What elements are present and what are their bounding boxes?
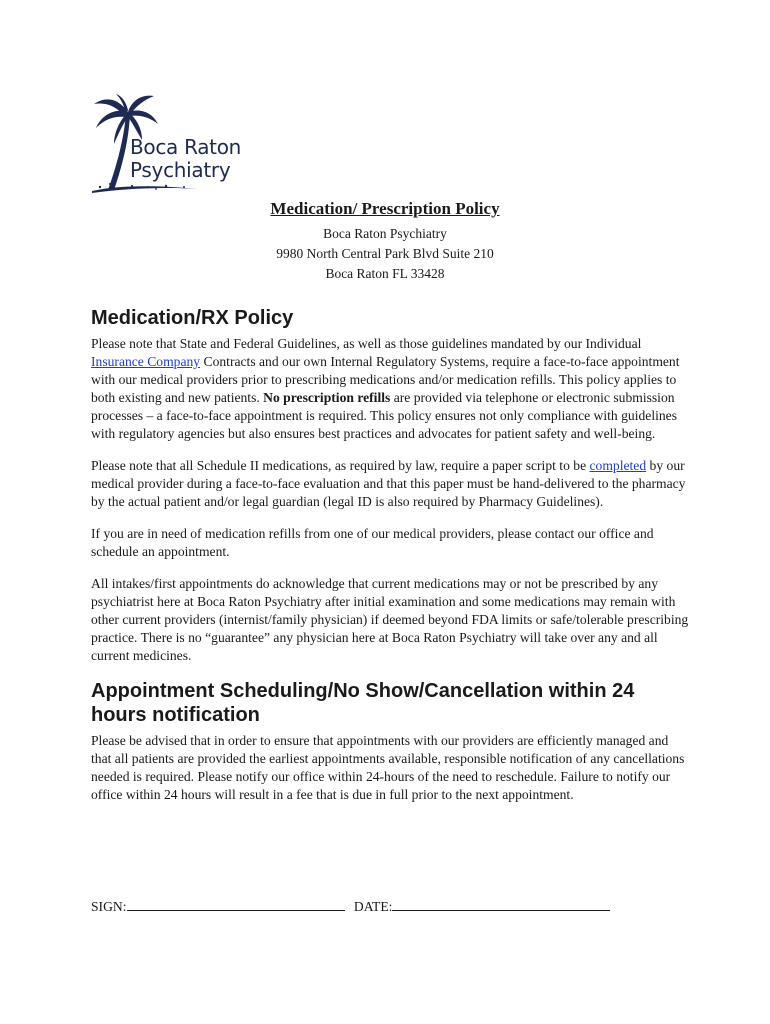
sign-label: SIGN: xyxy=(91,899,127,914)
logo-line-1: Boca Raton xyxy=(130,135,242,159)
text-run: Please note that all Schedule II medications, as required by law, require a paper script to be xyxy=(91,458,590,473)
paragraph-guidelines xyxy=(91,335,691,443)
document-body xyxy=(91,306,691,818)
paragraph-cancellation: Please be advised that in order to ensure that appointments with our providers are efficiently managed and that all patients are provided the earliest appointments available, responsible notification of any cancellations needed is required. Please notify our office within 24-hours of the need to reschedule. Failure to notify our office within 24 hours will result in a fee that is due in full prior to the next appointment. xyxy=(91,733,685,802)
logo-text xyxy=(130,136,241,182)
text-run: are provided via telephone or electronic submission processes – a face-to-face appointment is required. This policy ensures not only compliance with guidelines with regulatory agencies but also ensures best practices and advocates for patient safety and well-being. xyxy=(91,390,677,441)
date-label: DATE: xyxy=(353,899,393,914)
address-line-1: 9980 North Central Park Blvd Suite 210 xyxy=(276,246,494,261)
org-name: Boca Raton Psychiatry xyxy=(323,226,447,241)
logo-line-2: Psychiatry xyxy=(130,158,231,182)
section-heading-appointment: Appointment Scheduling/No Show/Cancellation within 24 hours notification xyxy=(91,680,635,726)
paragraph-intakes: All intakes/first appointments do acknowledge that current medications may or not be prescribed by any psychiatrist here at Boca Raton Psychiatry after initial examination and some medications may remain with other current providers (internist/family physician) if deemed beyond FDA limits or safe/tolerable prescribing practice. There is no “guarantee” any physician here at Boca Raton Psychiatry will take over any and all current medicines. xyxy=(91,576,689,663)
signature-row xyxy=(91,898,610,915)
bold-text: No prescription refills xyxy=(263,390,391,405)
date-field[interactable] xyxy=(392,898,610,911)
logo xyxy=(88,92,248,194)
address-line-2: Boca Raton FL 33428 xyxy=(325,266,445,281)
text-run: by our medical provider during a face-to-face evaluation and that this paper must be hand-delivered to the pharmacy by the actual patient and/or legal guardian (legal ID is also required by Pharmacy Guidelines). xyxy=(91,458,686,509)
section-heading-medication: Medication/RX Policy xyxy=(91,307,294,329)
sign-field[interactable] xyxy=(127,898,345,911)
text-run: Please note that State and Federal Guidelines, as well as those guidelines mandated by our Individual xyxy=(91,336,642,351)
document-header xyxy=(0,198,770,284)
page-title: Medication/ Prescription Policy xyxy=(270,199,500,218)
paragraph-refills: If you are in need of medication refills from one of our medical providers, please contact our office and schedule an appointment. xyxy=(91,526,654,559)
insurance-company-link[interactable]: Insurance Company xyxy=(91,354,201,369)
completed-link[interactable]: completed xyxy=(589,458,647,473)
paragraph-schedule-ii xyxy=(91,457,691,511)
text-run: Contracts and our own Internal Regulatory Systems, require a face-to-face appointment with our medical providers prior to prescribing medications and/or medication refills. This policy applies to both existing and new patients. xyxy=(91,354,680,405)
